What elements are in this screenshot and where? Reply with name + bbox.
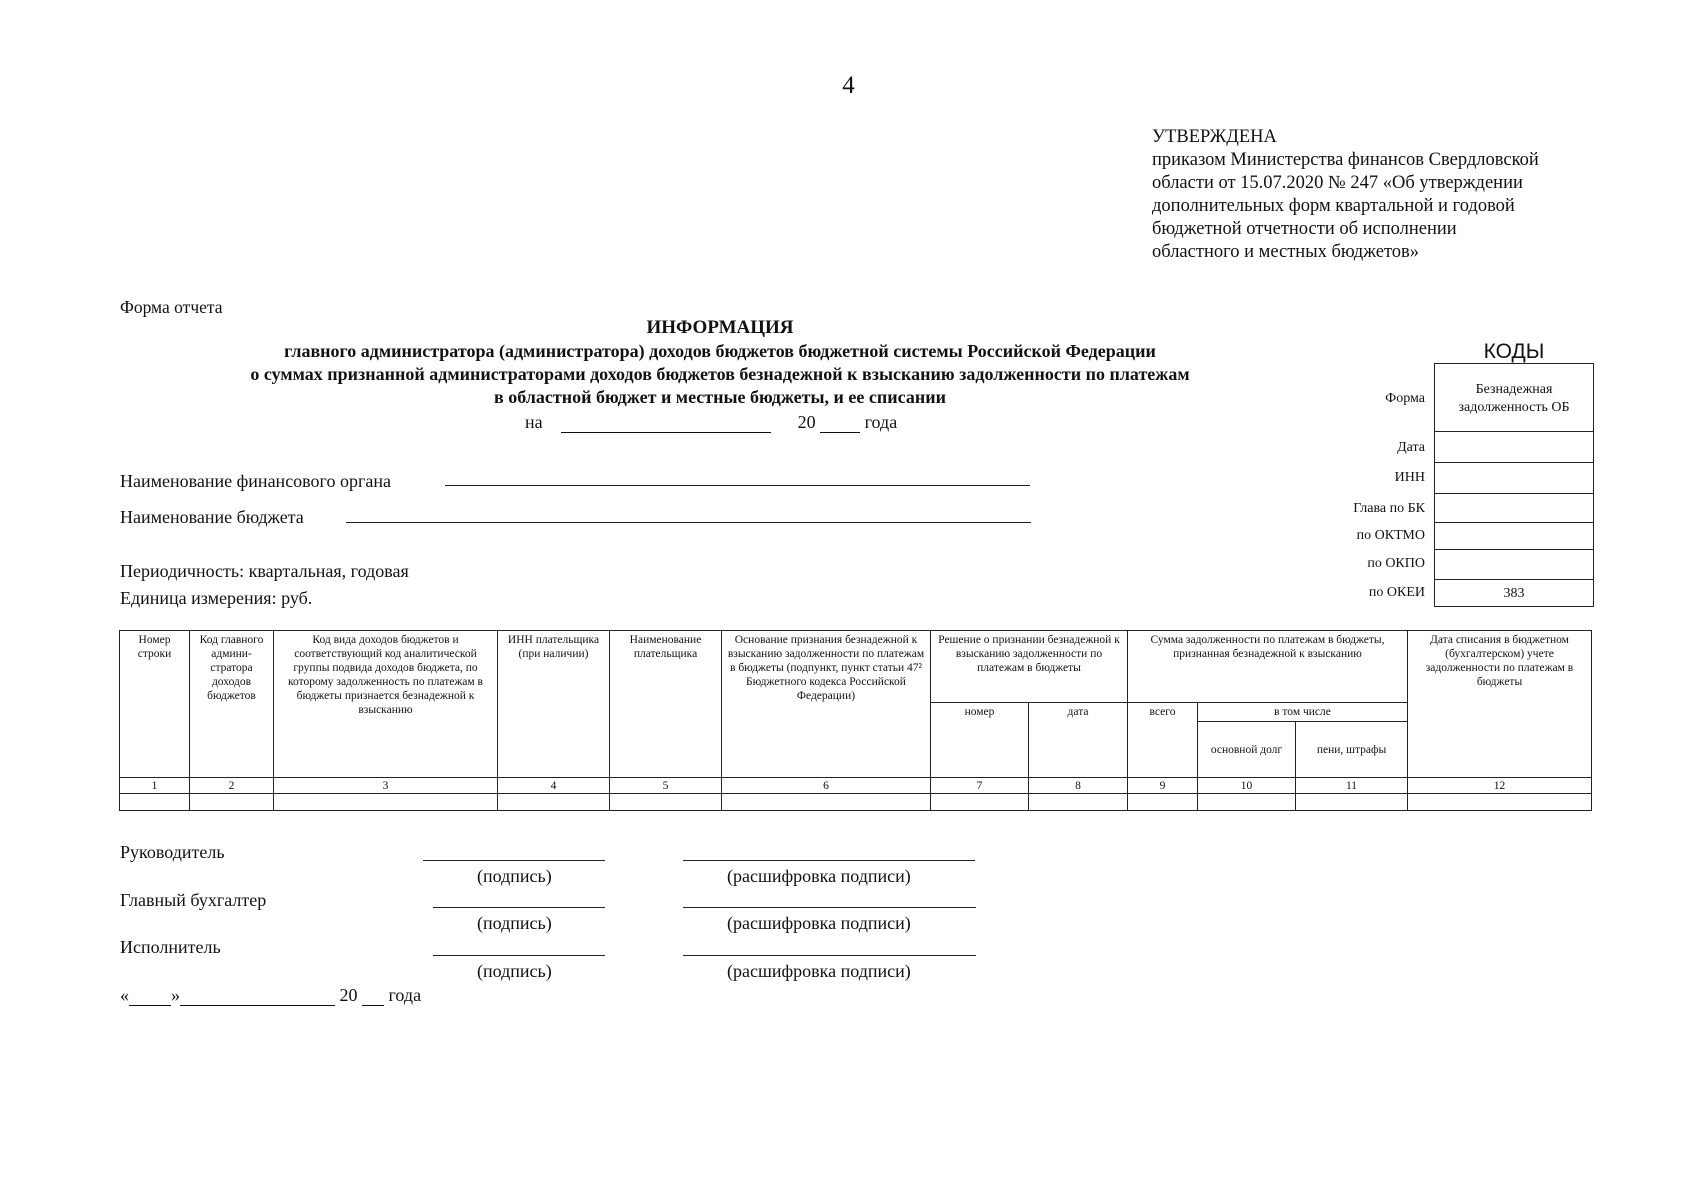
approval-line: бюджетной отчетности об исполнении	[1152, 219, 1457, 239]
column-number: 10	[1198, 778, 1296, 794]
header-debt-sum: Сумма задолженности по платежам в бюджеты, признанная безнадежной к взысканию	[1128, 631, 1408, 703]
quote-close: »	[171, 985, 180, 1005]
header-including: в том числе	[1198, 703, 1408, 722]
accountant-sign-caption: (подпись)	[477, 913, 552, 933]
column-number: 8	[1029, 778, 1128, 794]
header-basis: Основание признания безнадежной к взысканию задолженности по платежам в бюджеты (подпункт, пункт статьи 47² Бюджетного кодекса Российской Федерации)	[722, 631, 931, 778]
table-cell[interactable]	[931, 794, 1029, 811]
header-decision-date: дата	[1029, 703, 1128, 778]
title-line-3: в областной бюджет и местные бюджеты, и ее списании	[494, 387, 946, 407]
periodicity: Периодичность: квартальная, годовая	[120, 561, 409, 581]
code-okpo-value[interactable]	[1435, 550, 1593, 580]
header-penalties: пени, штрафы	[1296, 722, 1408, 778]
codes-label-date: Дата	[1397, 440, 1425, 455]
head-sign-line[interactable]	[423, 860, 605, 861]
title-line-2: о суммах признанной администраторами доходов бюджетов безнадежной к взысканию задолженности по платежам	[250, 364, 1190, 384]
head-decode-line[interactable]	[683, 860, 975, 861]
header-decision: Решение о признании безнадежной к взысканию задолженности по платежам в бюджеты	[931, 631, 1128, 703]
table-cell[interactable]	[722, 794, 931, 811]
header-income-code: Код вида доходов бюджетов и соответствующий код аналитической группы подвида доходов бюджета, по которому задолженность по платежам в бюджеты признается безнадежной к взысканию	[274, 631, 498, 778]
column-number: 11	[1296, 778, 1408, 794]
report-table	[119, 630, 1592, 811]
day-blank[interactable]	[129, 987, 171, 1006]
approval-line: области от 15.07.2020 № 247 «Об утверждении	[1152, 173, 1523, 193]
document-title: ИНФОРМАЦИЯ	[646, 317, 794, 338]
table-cell[interactable]	[1029, 794, 1128, 811]
table-cell[interactable]	[1296, 794, 1408, 811]
code-date-value[interactable]	[1435, 432, 1593, 463]
column-number: 4	[498, 778, 610, 794]
code-oktmo-value[interactable]	[1435, 523, 1593, 550]
head-label: Руководитель	[120, 842, 225, 862]
code-form-value[interactable]: Безнадежная задолженность ОБ	[1435, 364, 1593, 432]
codes-label-okei: по ОКЕИ	[1368, 585, 1425, 600]
column-number: 7	[931, 778, 1029, 794]
codes-box	[1434, 363, 1594, 607]
executor-label: Исполнитель	[120, 937, 221, 957]
column-number: 1	[120, 778, 190, 794]
code-chapter-value[interactable]	[1435, 494, 1593, 523]
code-inn-value[interactable]	[1435, 463, 1593, 494]
table-cell[interactable]	[498, 794, 610, 811]
codes-label-chapter: Глава по БК	[1353, 501, 1425, 516]
column-number: 3	[274, 778, 498, 794]
column-number: 5	[610, 778, 722, 794]
accountant-sign-line[interactable]	[433, 907, 605, 908]
executor-sign-caption: (подпись)	[477, 961, 552, 981]
column-number: 9	[1128, 778, 1198, 794]
column-numbers-row	[120, 778, 1592, 794]
year-blank[interactable]	[820, 414, 860, 433]
budget-label: Наименование бюджета	[120, 507, 304, 527]
fin-org-label: Наименование финансового органа	[120, 471, 391, 491]
table-cell[interactable]	[1198, 794, 1296, 811]
table-cell[interactable]	[1408, 794, 1592, 811]
codes-label-okpo: по ОКПО	[1367, 556, 1425, 571]
codes-title: КОДЫ	[1483, 340, 1545, 363]
header-principal: основной долг	[1198, 722, 1296, 778]
page-number: 4	[842, 72, 855, 99]
executor-decode-caption: (расшифровка подписи)	[727, 961, 911, 981]
signature-year: 20	[339, 985, 358, 1005]
header-debt-total: всего	[1128, 703, 1198, 778]
column-number: 6	[722, 778, 931, 794]
codes-label-oktmo: по ОКТМО	[1356, 528, 1425, 543]
header-writeoff-date: Дата списания в бюджетном (бухгалтерском) учете задолженности по платежам в бюджеты	[1408, 631, 1592, 778]
table-cell[interactable]	[1128, 794, 1198, 811]
code-okei-value[interactable]: 383	[1503, 586, 1525, 601]
date-suffix: года	[864, 412, 898, 432]
column-number: 2	[190, 778, 274, 794]
approval-line: приказом Министерства финансов Свердловской	[1152, 150, 1539, 170]
header-payer-name: Наименование плательщика	[610, 631, 722, 778]
approval-block	[1152, 126, 1582, 264]
codes-label-inn: ИНН	[1394, 470, 1425, 485]
table-cell[interactable]	[610, 794, 722, 811]
date-prefix: на	[525, 412, 543, 432]
fin-org-line[interactable]	[445, 485, 1030, 486]
report-date-line	[525, 412, 897, 433]
signature-date-line	[120, 985, 421, 1006]
accountant-decode-line[interactable]	[683, 907, 976, 908]
column-number: 12	[1408, 778, 1592, 794]
head-sign-caption: (подпись)	[477, 866, 552, 886]
executor-decode-line[interactable]	[683, 955, 976, 956]
budget-line[interactable]	[346, 522, 1031, 523]
month-blank[interactable]	[180, 987, 335, 1006]
date-blank[interactable]	[561, 414, 771, 433]
approval-heading: УТВЕРЖДЕНА	[1152, 127, 1277, 147]
accountant-label: Главный бухгалтер	[120, 890, 267, 910]
unit: Единица измерения: руб.	[120, 588, 313, 608]
table-cell[interactable]	[274, 794, 498, 811]
header-payer-inn: ИНН плательщика (при наличии)	[498, 631, 610, 778]
accountant-decode-caption: (расшифровка подписи)	[727, 913, 911, 933]
executor-sign-line[interactable]	[433, 955, 605, 956]
table-row	[120, 794, 1592, 811]
codes-label-form: Форма	[1385, 391, 1425, 406]
header-decision-number: номер	[931, 703, 1029, 778]
title-line-1: главного администратора (администратора) доходов бюджетов бюджетной системы Российской Федерации	[284, 341, 1156, 361]
header-row-number: Номер строки	[120, 631, 190, 778]
signature-date-suffix: года	[388, 985, 422, 1005]
approval-line: областного и местных бюджетов»	[1152, 242, 1420, 262]
form-label: Форма отчета	[120, 297, 223, 317]
table-cell[interactable]	[190, 794, 274, 811]
signature-year-blank[interactable]	[362, 987, 384, 1006]
table-cell[interactable]	[120, 794, 190, 811]
head-decode-caption: (расшифровка подписи)	[727, 866, 911, 886]
header-admin-code: Код главного админи-стратора доходов бюджетов	[190, 631, 274, 778]
date-year: 20	[797, 412, 816, 432]
approval-line: дополнительных форм квартальной и годовой	[1152, 196, 1515, 216]
quote-open: «	[120, 985, 129, 1005]
